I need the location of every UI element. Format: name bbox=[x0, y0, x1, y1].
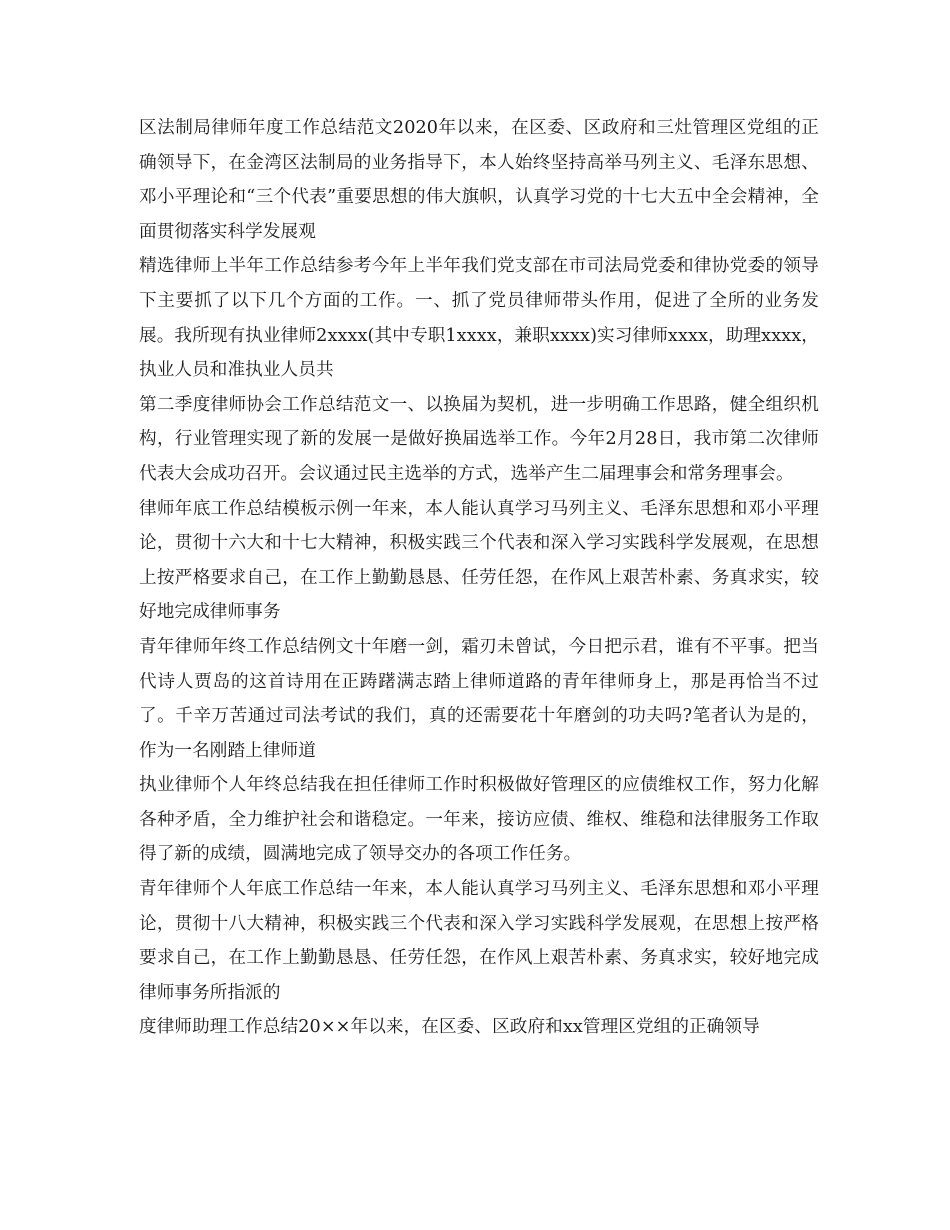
paragraph-8: 度律师助理工作总结20××年以来，在区委、区政府和xx管理区党组的正确领导 bbox=[139, 1017, 760, 1038]
paragraph-4: 律师年底工作总结模板示例一年来，本人能认真学习马列主义、毛泽东思想和邓小平理论，贯彻十六大和十七大精神，积极实践三个代表和深入学习实践科学发展观，在思想上按严格要求自己，在工作上勤勤恳恳、任劳任怨，在作风上艰苦朴素、务真求实，较好地完成律师事务 bbox=[139, 498, 819, 623]
paragraph-2: 精选律师上半年工作总结参考今年上半年我们党支部在市司法局党委和律协党委的领导下主要抓了以下几个方面的工作。一、抓了党员律师带头作用，促进了全所的业务发展。我所现有执业律师2xxxx(其中专职1xxxx，兼职xxxx)实习律师xxxx，助理xxxx，执业人员和准执业人员共 bbox=[139, 256, 819, 381]
paragraph-1: 区法制局律师年度工作总结范文2020年以来，在区委、区政府和三灶管理区党组的正确领导下，在金湾区法制局的业务指导下，本人始终坚持高举马列主义、毛泽东思想、邓小平理论和“三个代表”重要思想的伟大旗帜，认真学习党的十七大五中全会精神，全面贯彻落实科学发展观 bbox=[139, 118, 819, 242]
document-body bbox=[139, 111, 819, 1045]
paragraph-7: 青年律师个人年底工作总结一年来，本人能认真学习马列主义、毛泽东思想和邓小平理论，贯彻十八大精神，积极实践三个代表和深入学习实践科学发展观，在思想上按严格要求自己，在工作上勤勤恳恳、任劳任怨，在作风上艰苦朴素、务真求实，较好地完成律师事务所指派的 bbox=[139, 879, 819, 1003]
paragraph-5: 青年律师年终工作总结例文十年磨一剑，霜刃未曾试，今日把示君，谁有不平事。把当代诗人贾岛的这首诗用在正踌躇满志踏上律师道路的青年律师身上，那是再恰当不过了。千辛万苦通过司法考试的我们，真的还需要花十年磨剑的功夫吗?笔者认为是的，作为一名刚踏上律师道 bbox=[139, 636, 819, 761]
paragraph-6: 执业律师个人年终总结我在担任律师工作时积极做好管理区的应债维权工作，努力化解各种矛盾，全力维护社会和谐稳定。一年来，接访应债、维权、维稳和法律服务工作取得了新的成绩，圆满地完成了领导交办的各项工作任务。 bbox=[139, 775, 819, 865]
paragraph-3: 第二季度律师协会工作总结范文一、以换届为契机，进一步明确工作思路，健全组织机构，行业管理实现了新的发展一是做好换届选举工作。今年2月28日，我市第二次律师代表大会成功召开。会议通过民主选举的方式，选举产生二届理事会和常务理事会。 bbox=[139, 394, 819, 484]
